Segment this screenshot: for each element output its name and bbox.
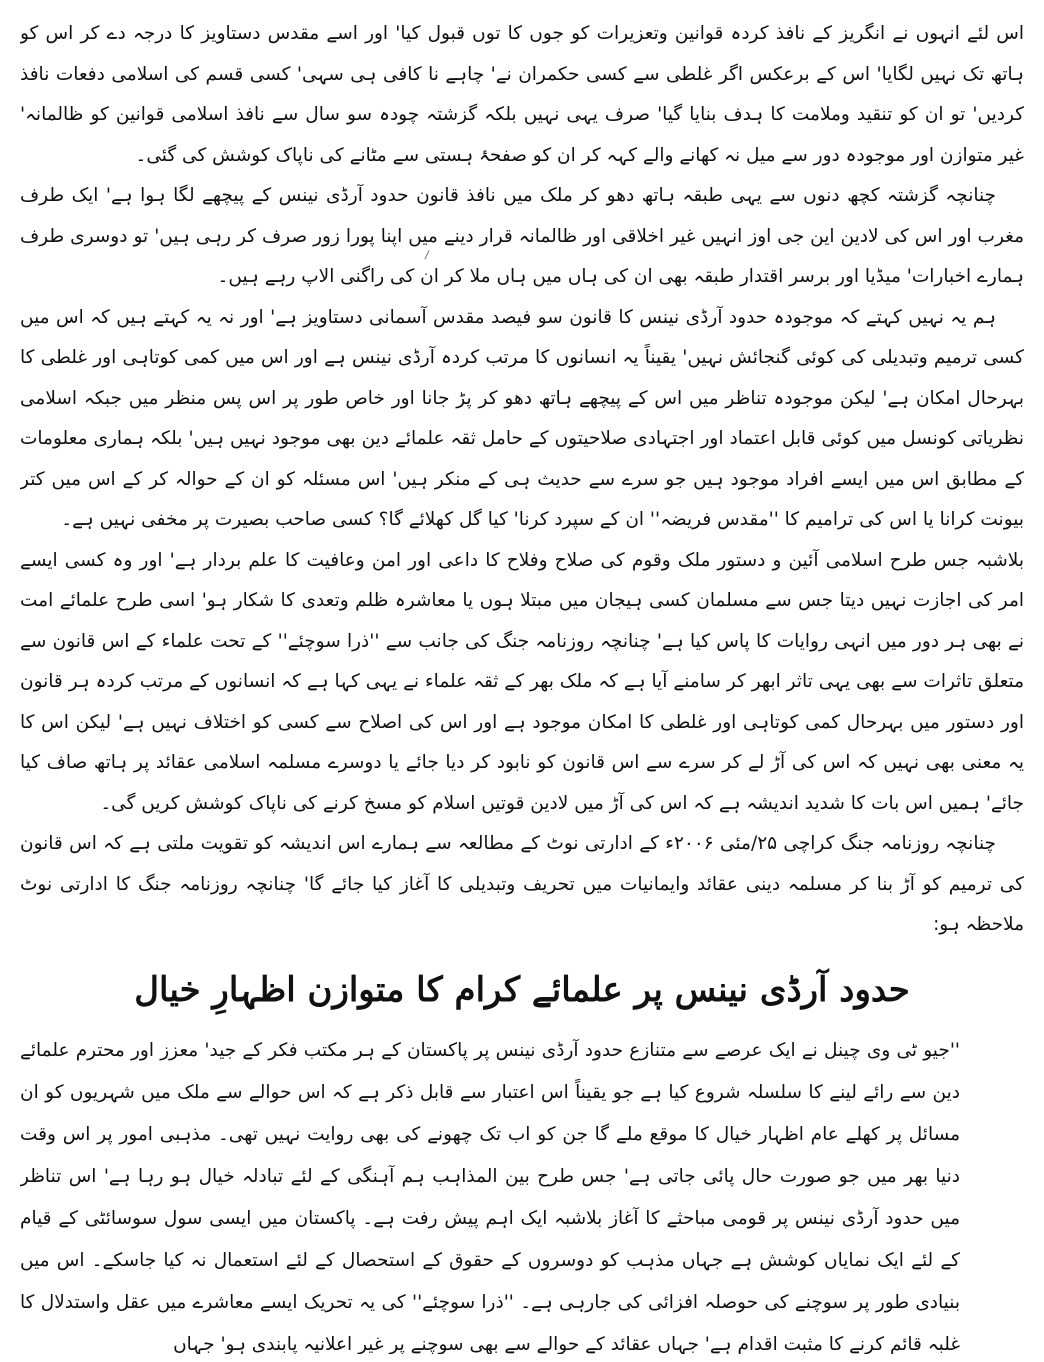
section-heading: حدود آرڈی نینس پر علمائے کرام کا متوازن اظہارِ خیال xyxy=(134,969,910,1010)
paragraph-5: چنانچہ روزنامہ جنگ کراچی ۲۵/مئی ۲۰۰۶ء کے ادارتی نوٹ کے مطالعہ سے ہمارے اس اندیشہ کو تقویت ملتی ہے کہ اس قانون کی ترمیم کو آڑ بنا کر مسلمہ دینی عقائد وایمانیات میں تحریف وتبدیلی کا آغاز کیا جائے گا' چنانچہ روزنامہ جنگ کا ادارتی نوٹ ملاحظہ ہو: xyxy=(20,833,1024,935)
document-page xyxy=(20,14,1024,1354)
paragraph-1: اس لئے انہوں نے انگریز کے نافذ کردہ قوانین وتعزیرات کو جوں کا توں قبول کیا' اور اسے مقدس دستاویز کا درجہ دے کر اس کو ہاتھ تک نہیں لگایا' اس کے برعکس اگر غلطی سے کسی حکمران نے' چاہے نا کافی ہی سہی' کسی قسم کی اسلامی دفعات نافذ کردیں' تو ان کو تنقید وملامت کا ہدف بنایا گیا' صرف یہی نہیں بلکہ گزشتہ چودہ سو سال سے نافذ اسلامی قوانین کو ظالمانہ' غیر متوازن اور موجودہ دور سے میل نہ کھانے والے کہہ کر ان کو صفحۂ ہستی سے مٹانے کی ناپاک کوشش کی گئی۔ xyxy=(20,23,1024,166)
paragraph-2: چنانچہ گزشتہ کچھ دنوں سے یہی طبقہ ہاتھ دھو کر ملک میں نافذ قانون حدود آرڈی نینس کے پیچھے لگا ہوا ہے' ایک طرف مغرب اور اس کی لادین این جی اوز انہیں غیر اخلاقی اور ظالمانہ قرار دینے میں اپنا پورا زور صرف کر رہی ہیں' تو دوسری طرف ہمارے اخبارات' میڈیا اور برسر اقتدار طبقہ بھی ان کی ہاں میں ہاں ملا کر ان کی راگنی الاپ رہے ہیں۔ xyxy=(20,185,1024,287)
paragraph-4: بلاشبہ جس طرح اسلامی آئین و دستور ملک وقوم کی صلاح وفلاح کا داعی اور امن وعافیت کا علم بردار ہے' اور وہ کسی ایسے امر کی اجازت نہیں دیتا جس سے مسلمان کسی ہیجان میں مبتلا ہوں یا معاشرہ ظلم وتعدی کا شکار ہو' اسی طرح علمائے امت نے بھی ہر دور میں انہی روایات کا پاس کیا ہے' چنانچہ روزنامہ جنگ کی جانب سے ''ذرا سوچئے'' کے تحت علماء کے اس قانون سے متعلق تاثرات سے بھی یہی تاثر ابھر کر سامنے آیا ہے کہ ملک بھر کے ثقہ علماء نے یہی کہا ہے کہ انسانوں کے مرتب کردہ ہر قانون اور دستور میں بہرحال کمی کوتاہی اور غلطی کا امکان موجود ہے اور اس کی اصلاح سے کسی کو اختلاف نہیں ہے' لیکن اس کا یہ معنی بھی نہیں کہ اس کی آڑ لے کر سرے سے اس قانون کو نابود کر دیا جائے یا دوسرے مسلمہ اسلامی عقائد پر ہاتھ صاف کیا جائے' ہمیں اس بات کا شدید اندیشہ ہے کہ اس کی آڑ میں لادین قوتیں اسلام کو مسخ کرنے کی ناپاک کوشش کریں گی۔ xyxy=(20,549,1024,814)
paragraph-3: ہم یہ نہیں کہتے کہ موجودہ حدود آرڈی نینس کا قانون سو فیصد مقدس آسمانی دستاویز ہے' اور نہ یہ کہتے ہیں کہ اس میں کسی ترمیم وتبدیلی کی کوئی گنجائش نہیں' یقیناً یہ انسانوں کا مرتب کردہ آرڈی نینس ہے اور اس میں کمی کوتاہی اور غلطی کا بہرحال امکان ہے' لیکن موجودہ تناظر میں اس کے پیچھے ہاتھ دھو کر پڑ جانا اور خاص طور پر اس پس منظر میں جبکہ اسلامی نظریاتی کونسل میں کوئی قابل اعتماد اور اجتہادی صلاحیتوں کے حامل ثقہ علمائے دین بھی موجود نہیں ہیں' بلکہ ہماری معلومات کے مطابق اس میں ایسے افراد موجود ہیں جو سرے سے حدیث ہی کے منکر ہیں' اس مسئلہ کو ان کے حوالہ کر کے اس میں کتر بیونت کرانا یا اس کی ترامیم کا ''مقدس فریضہ'' ان کے سپرد کرنا' کیا گل کھلائے گا؟ کسی صاحب بصیرت پر مخفی نہیں ہے۔ xyxy=(20,306,1024,530)
editorial-quote: ''جیو ٹی وی چینل نے ایک عرصے سے متنازع حدود آرڈی نینس پر پاکستان کے ہر مکتب فکر کے جید' معزز اور محترم علمائے دین سے رائے لینے کا سلسلہ شروع کیا ہے جو یقیناً اس اعتبار سے قابل ذکر ہے کہ اس حوالے سے ملک میں شہریوں کو ان مسائل پر کھلے عام اظہار خیال کا موقع ملے گا جن کو اب تک چھونے کی بھی روایت نہیں تھی۔ مذہبی امور پر اس وقت دنیا بھر میں جو صورت حال پائی جاتی ہے' جس طرح بین المذاہب ہم آہنگی کے لئے تبادلہ خیال ہو رہا ہے' اس تناظر میں حدود آرڈی نینس پر قومی مباحثے کا آغاز بلاشبہ ایک اہم پیش رفت ہے۔ پاکستان میں ایسی سول سوسائٹی کے قیام کے لئے ایک نمایاں کوشش ہے جہاں مذہب کو دوسروں کے حقوق کے استحصال کے لئے استعمال نہ کیا جاسکے۔ اس میں بنیادی طور پر سوچنے کی حوصلہ افزائی کی جارہی ہے۔ ''ذرا سوچئے'' کی یہ تحریک ایسے معاشرے میں عقل واستدلال کا غلبہ قائم کرنے کا مثبت اقدام ہے' جہاں عقائد کے حوالے سے بھی سوچنے پر غیر اعلانیہ پابندی ہو' جہاں xyxy=(20,1039,960,1354)
